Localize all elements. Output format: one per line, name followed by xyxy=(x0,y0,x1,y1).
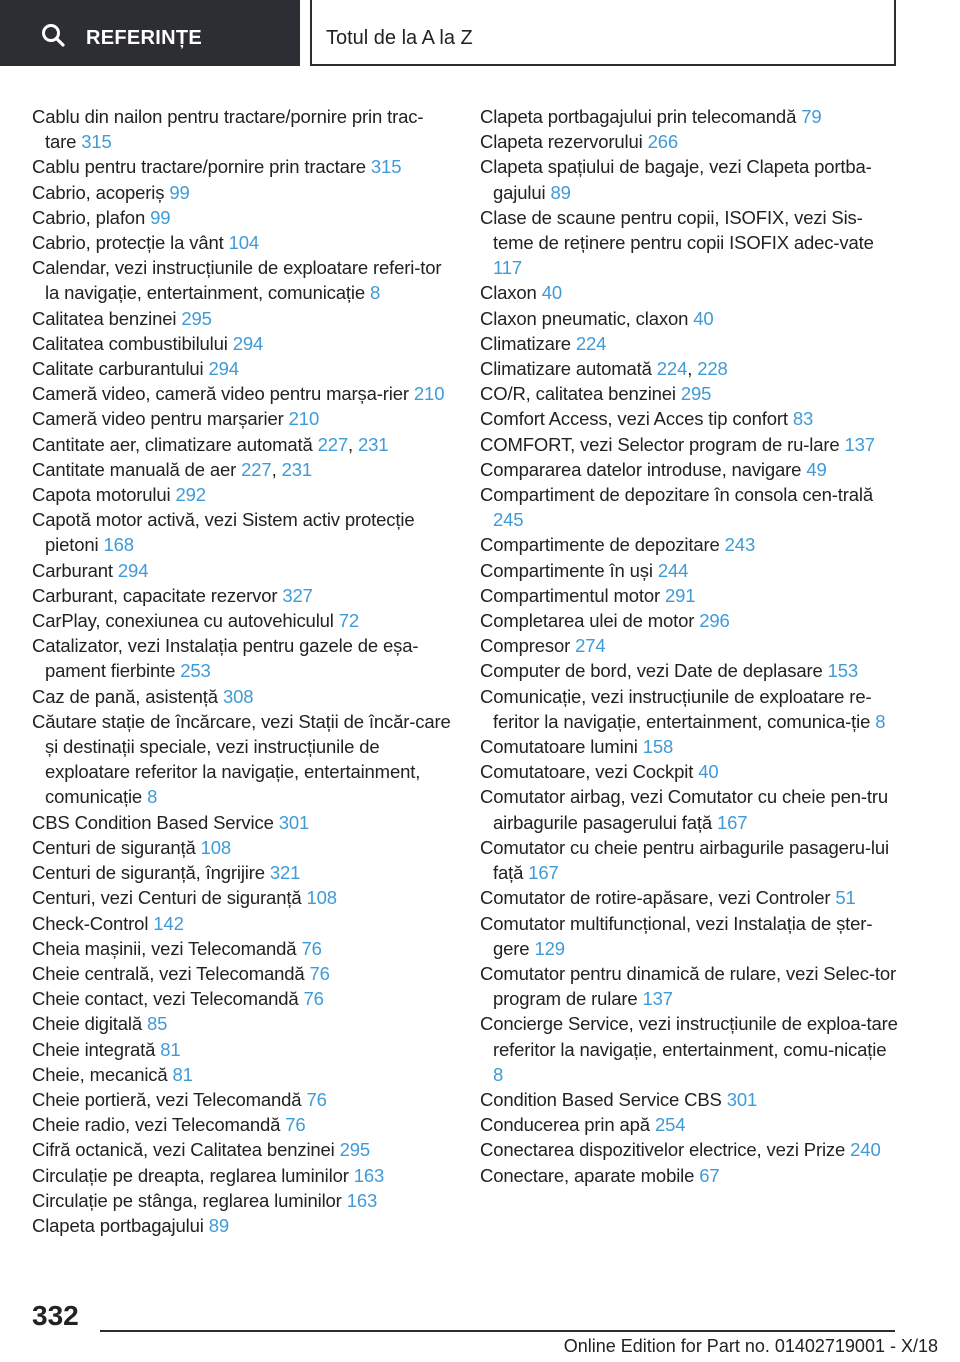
index-entry-term: Cantitate manuală de aer xyxy=(32,458,237,480)
page-reference-link[interactable]: 295 xyxy=(181,307,212,329)
index-entry-term: Cifră octanică, vezi Calitatea benzinei xyxy=(32,1139,335,1161)
index-entry-term: CarPlay, conexiunea cu autovehiculul xyxy=(32,610,334,632)
page-reference-link[interactable]: 210 xyxy=(288,408,320,430)
page-reference-link[interactable]: 49 xyxy=(806,458,827,480)
page-reference-link[interactable]: 253 xyxy=(180,660,211,682)
index-entry-term: CO/R, calitatea benzinei xyxy=(480,383,676,405)
page-reference-link[interactable]: 315 xyxy=(81,131,112,153)
index-entry-term: Caz de pană, asistență xyxy=(32,685,218,707)
index-entry-term: Calendar, vezi instrucțiunile de exploatare referi-tor la navigație, entertainment, comunicație xyxy=(32,257,442,304)
index-entry xyxy=(480,911,900,961)
index-entry xyxy=(480,583,900,608)
index-entry-term: Compararea datelor introduse, navigare xyxy=(480,458,802,480)
index-entry xyxy=(32,911,452,936)
tab-references[interactable] xyxy=(0,0,300,66)
index-entry-term: Circulație pe dreapta, reglarea luminilor xyxy=(32,1164,349,1186)
page-reference-link[interactable]: 40 xyxy=(541,282,562,304)
page-reference-link[interactable]: 76 xyxy=(309,962,330,984)
page-reference-link[interactable]: 72 xyxy=(338,610,360,632)
page-reference-link[interactable]: 142 xyxy=(153,912,184,934)
page-reference-link[interactable]: 81 xyxy=(160,1038,181,1060)
index-entry xyxy=(32,1011,452,1036)
search-icon xyxy=(40,22,66,48)
index-entry-term: Centuri de siguranță, îngrijire xyxy=(32,862,265,884)
index-entry xyxy=(32,885,452,910)
index-entry xyxy=(480,658,900,683)
index-entry xyxy=(32,1188,452,1213)
index-entry-term: Computer de bord, vezi Date de deplasare xyxy=(480,660,823,682)
index-entry-term: Cabrio, acoperiș xyxy=(32,181,165,203)
index-entry-term: Cabrio, protecție la vânt xyxy=(32,232,224,254)
page-reference-link[interactable]: 163 xyxy=(346,1189,378,1211)
index-entry: Cantitate manuală de aer 227, 231 xyxy=(32,458,312,480)
index-entry xyxy=(32,583,452,608)
page-reference-link[interactable]: 231 xyxy=(358,433,389,455)
page-reference-link[interactable]: 104 xyxy=(228,232,260,254)
index-entry-term: Climatizare automată xyxy=(480,358,652,380)
page-reference-link[interactable]: 243 xyxy=(724,534,756,556)
page-reference-link[interactable]: 76 xyxy=(301,937,322,959)
page-reference-link[interactable]: 245 xyxy=(493,509,524,531)
index-entry xyxy=(480,759,900,784)
page-reference-link[interactable]: 228 xyxy=(697,358,728,380)
tab-a-to-z[interactable] xyxy=(310,0,896,66)
index-entry xyxy=(32,230,452,255)
index-entry xyxy=(32,961,452,986)
index-entry xyxy=(480,482,900,532)
page-reference-link[interactable]: 81 xyxy=(172,1063,193,1085)
index-entry-term: Comfort Access, vezi Acces tip confort xyxy=(480,408,788,430)
index-entry xyxy=(480,205,900,281)
index-entry xyxy=(480,306,900,331)
index-entry-term: Cabrio, plafon xyxy=(32,206,146,228)
index-column-right xyxy=(480,104,900,1188)
page-reference-link[interactable]: 79 xyxy=(801,106,822,127)
index-entry-term: Cameră video, cameră video pentru marșa-rier xyxy=(32,383,409,405)
index-entry-term: Concierge Service, vezi instrucțiunile de exploa-tare referitor la navigație, entertainment, comu-nicație xyxy=(480,1013,898,1060)
index-entry-term: Căutare stație de încărcare, vezi Stații de încăr-care și destinații speciale, vezi instrucțiunile de exploatare referitor la navigație, entertainment, comunicație xyxy=(32,710,451,808)
index-entry-term: Claxon pneumatic, claxon xyxy=(480,307,689,329)
page-reference-link[interactable]: 294 xyxy=(208,358,239,380)
index-entry-term: Centuri, vezi Centuri de siguranță xyxy=(32,887,302,909)
index-entry-term: Carburant, capacitate rezervor xyxy=(32,584,278,606)
index-entry xyxy=(480,1137,900,1162)
index-entry xyxy=(32,507,452,557)
index-entry xyxy=(32,709,452,810)
page-reference-link[interactable]: 301 xyxy=(726,1088,758,1110)
index-entry: Climatizare automată 224, 228 xyxy=(480,358,728,380)
page-reference-link[interactable]: 137 xyxy=(844,433,875,455)
index-entry xyxy=(480,129,900,154)
index-entry-term: Conectare, aparate mobile xyxy=(480,1164,695,1186)
index-entry xyxy=(480,1087,900,1112)
index-entry xyxy=(480,432,900,457)
index-entry-term: Centuri de siguranță xyxy=(32,836,196,858)
page-reference-link[interactable]: 224 xyxy=(575,332,607,354)
index-entry-term: Comutatoare lumini xyxy=(480,736,638,758)
index-entry-term: Cablu pentru tractare/pornire prin tractare xyxy=(32,156,366,178)
index-entry-term: Clase de scaune pentru copii, ISOFIX, vezi Sis-teme de reținere pentru copii ISOFIX adec-vate xyxy=(480,206,874,254)
index-entry xyxy=(32,835,452,860)
page-reference-link[interactable]: 296 xyxy=(699,610,730,632)
index-entry-term: Catalizator, vezi Instalația pentru gazele de eșa-pament fierbinte xyxy=(32,635,419,682)
index-entry xyxy=(32,406,452,431)
page-reference-link[interactable]: 85 xyxy=(147,1013,168,1035)
page-reference-link[interactable]: 67 xyxy=(699,1164,720,1186)
index-entry-term: Cablu din nailon pentru tractare/pornire prin trac-tare xyxy=(32,106,424,153)
page-reference-link[interactable]: 227 xyxy=(241,458,272,480)
page-reference-link[interactable]: 231 xyxy=(281,458,312,480)
index-entry-term: Cheie contact, vezi Telecomandă xyxy=(32,988,299,1010)
page-reference-link[interactable]: 327 xyxy=(282,584,313,606)
index-entry xyxy=(480,885,900,910)
page-reference-link[interactable]: 227 xyxy=(317,433,349,455)
page-reference-link[interactable]: 163 xyxy=(353,1164,385,1186)
page-reference-link[interactable]: 308 xyxy=(222,685,254,707)
edition-footer: Online Edition for Part no. 01402719001 - X/18 xyxy=(563,1336,938,1356)
index-entry-term: Circulație pe stânga, reglarea luminilor xyxy=(32,1189,342,1211)
page-reference-link[interactable]: 158 xyxy=(642,736,674,758)
index-entry-term: Cantitate aer, climatizare automată xyxy=(32,433,313,455)
page-reference-link[interactable]: 83 xyxy=(792,408,814,430)
index-entry-term: Cheie radio, vezi Telecomandă xyxy=(32,1114,281,1136)
index-entry-term: Comutator pentru dinamică de rulare, vezi Selec-tor program de rulare xyxy=(480,962,896,1010)
index-entry xyxy=(480,280,900,305)
page-reference-link[interactable]: 240 xyxy=(850,1139,881,1161)
index-entry-term: Cheie integrată xyxy=(32,1038,156,1060)
index-entry-term: Calitate carburantului xyxy=(32,358,204,380)
index-entry-term: Completarea ulei de motor xyxy=(480,610,695,632)
footer-divider xyxy=(100,1330,895,1332)
index-entry-term: Calitatea combustibilului xyxy=(32,332,228,354)
index-entry-term: Cheie portieră, vezi Telecomandă xyxy=(32,1088,302,1110)
index-entry xyxy=(32,482,452,507)
page-reference-link[interactable]: 266 xyxy=(647,131,678,153)
index-entry-term: Climatizare xyxy=(480,332,571,354)
index-entry xyxy=(32,986,452,1011)
page-reference-link[interactable]: 294 xyxy=(232,332,264,354)
page-reference-link[interactable]: 167 xyxy=(716,811,748,833)
index-entry-term: Conducerea prin apă xyxy=(480,1114,650,1136)
index-entry xyxy=(32,810,452,835)
index-entry-term: CBS Condition Based Service xyxy=(32,811,274,833)
index-entry-term: Calitatea benzinei xyxy=(32,307,177,329)
page-reference-link[interactable]: 244 xyxy=(657,559,689,581)
index-entry-term: Condition Based Service CBS xyxy=(480,1088,722,1110)
page-reference-link[interactable]: 40 xyxy=(698,761,719,783)
page-reference-link[interactable]: 137 xyxy=(642,988,673,1010)
index-entry-term: Cheie, mecanică xyxy=(32,1063,168,1085)
index-entry xyxy=(32,1163,452,1188)
index-entry-term: Cheie digitală xyxy=(32,1013,143,1035)
index-entry: Cantitate aer, climatizare automată 227, 231 xyxy=(32,433,389,455)
index-entry xyxy=(32,356,452,381)
page-reference-link[interactable]: 153 xyxy=(827,660,859,682)
index-entry-term: Capotă motor activă, vezi Sistem activ protecție pietoni xyxy=(32,509,415,556)
index-entry-term: Compresor xyxy=(480,635,571,657)
page-reference-link[interactable]: 295 xyxy=(339,1139,371,1161)
index-entry xyxy=(32,154,452,179)
page-reference-link[interactable]: 129 xyxy=(534,937,565,959)
page-reference-link[interactable]: 76 xyxy=(303,988,324,1010)
index-entry xyxy=(32,1213,452,1238)
page-reference-link[interactable]: 294 xyxy=(117,559,149,581)
page-reference-link[interactable]: 51 xyxy=(835,887,856,909)
page-reference-link[interactable]: 292 xyxy=(175,484,206,506)
index-entry xyxy=(480,734,900,759)
index-entry-term: Cameră video pentru marșarier xyxy=(32,408,284,430)
page-reference-link[interactable]: 89 xyxy=(550,181,571,203)
index-entry xyxy=(32,558,452,583)
index-entry-term: Carburant xyxy=(32,559,113,581)
index-entry-term: Clapeta rezervorului xyxy=(480,131,643,153)
page-number: 332 xyxy=(32,1300,79,1331)
index-entry-term: Comutator multifuncțional, vezi Instalația de șter-gere xyxy=(480,912,873,959)
page-reference-link[interactable]: 210 xyxy=(413,383,445,405)
page-reference-link[interactable]: 8 xyxy=(370,282,381,304)
index-entry xyxy=(32,381,452,406)
page-reference-link[interactable]: 301 xyxy=(278,811,310,833)
index-entry xyxy=(480,558,900,583)
page-reference-link[interactable]: 108 xyxy=(306,887,337,909)
page-reference-link[interactable]: 89 xyxy=(208,1214,229,1236)
index-entry xyxy=(32,1112,452,1137)
tab-a-to-z-label: Totul de la A la Z xyxy=(326,27,473,49)
index-entry xyxy=(32,936,452,961)
index-entry xyxy=(480,961,900,1011)
index-entry-term: Comutator cu cheie pentru airbagurile pasageru-lui față xyxy=(480,836,889,884)
index-entry-term: Clapeta portbagajului prin telecomandă xyxy=(480,106,797,127)
page-reference-link[interactable]: 99 xyxy=(169,181,190,203)
index-entry xyxy=(480,684,900,734)
index-entry xyxy=(480,457,900,482)
index-entry-term: Capota motorului xyxy=(32,484,171,506)
page-reference-link[interactable]: 40 xyxy=(693,307,714,329)
index-entry-term: Clapeta spațiului de bagaje, vezi Clapeta portba-gajului xyxy=(480,156,872,203)
index-entry xyxy=(480,331,900,356)
index-entry-term: COMFORT, vezi Selector program de ru-lare xyxy=(480,433,840,455)
page-reference-link[interactable]: 321 xyxy=(269,862,301,884)
index-entry xyxy=(480,406,900,431)
index-entry-term: Compartimentul motor xyxy=(480,584,661,606)
index-entry xyxy=(480,784,900,834)
index-entry-term: Comutator airbag, vezi Comutator cu cheie pen-tru airbagurile pasagerului față xyxy=(480,786,889,833)
index-entry xyxy=(32,205,452,230)
index-entry xyxy=(32,180,452,205)
index-entry-term: Comutator de rotire-apăsare, vezi Controler xyxy=(480,887,831,909)
index-entry xyxy=(32,633,452,683)
top-navigation xyxy=(0,0,960,66)
page-reference-link[interactable]: 99 xyxy=(150,206,171,228)
page-reference-link[interactable]: 291 xyxy=(665,584,696,606)
index-entry xyxy=(480,532,900,557)
page-reference-link[interactable]: 76 xyxy=(285,1114,306,1136)
index-entry-term: Compartimente în uși xyxy=(480,559,653,581)
index-entry xyxy=(32,255,452,305)
index-entry xyxy=(32,1037,452,1062)
index-entry xyxy=(480,154,900,204)
index-entry-term: Compartimente de depozitare xyxy=(480,534,720,556)
page-reference-link[interactable]: 108 xyxy=(200,836,232,858)
index-entry-term: Clapeta portbagajului xyxy=(32,1214,204,1236)
index-entry-term: Cheia mașinii, vezi Telecomandă xyxy=(32,937,297,959)
index-entry xyxy=(480,104,900,129)
page-reference-link[interactable]: 117 xyxy=(493,257,523,279)
page-reference-link[interactable]: 224 xyxy=(656,358,688,380)
index-entry xyxy=(32,306,452,331)
index-entry xyxy=(32,684,452,709)
page-reference-link[interactable]: 254 xyxy=(654,1114,686,1136)
index-entry xyxy=(480,381,900,406)
page-reference-link[interactable]: 295 xyxy=(680,383,712,405)
page-reference-link[interactable]: 274 xyxy=(575,635,606,657)
page-reference-link[interactable]: 168 xyxy=(103,534,134,556)
page-reference-link[interactable]: 8 xyxy=(875,710,886,732)
index-entry-term: Claxon xyxy=(480,282,537,304)
index-entry xyxy=(480,608,900,633)
index-entry xyxy=(32,1087,452,1112)
page-reference-link[interactable]: 167 xyxy=(528,862,559,884)
index-column-left xyxy=(32,104,452,1238)
index-entry xyxy=(480,633,900,658)
index-entry-term: Check-Control xyxy=(32,912,149,934)
page-reference-link[interactable]: 8 xyxy=(147,786,158,808)
index-entry-term: Compartiment de depozitare în consola cen-trală xyxy=(480,484,873,506)
index-entry xyxy=(480,1112,900,1137)
index-entry-term: Cheie centrală, vezi Telecomandă xyxy=(32,962,305,984)
index-entry xyxy=(32,608,452,633)
index-entry xyxy=(480,1163,900,1188)
page-reference-link[interactable]: 76 xyxy=(306,1088,327,1110)
page-reference-link[interactable]: 8 xyxy=(493,1063,504,1085)
index-entry xyxy=(32,860,452,885)
index-entry-term: Conectarea dispozitivelor electrice, vezi Prize xyxy=(480,1139,846,1161)
tab-references-label: REFERINȚE xyxy=(86,27,203,49)
index-entry xyxy=(32,1137,452,1162)
page-reference-link[interactable]: 315 xyxy=(370,156,402,178)
index-entry xyxy=(32,331,452,356)
index-entry xyxy=(480,1011,900,1087)
index-entry-term: Comutatoare, vezi Cockpit xyxy=(480,761,694,783)
index-entry-term: Comunicație, vezi instrucțiunile de exploatare re-feritor la navigație, entertainment, comunica-ție xyxy=(480,685,872,732)
index-entry xyxy=(480,835,900,885)
index-entry xyxy=(32,1062,452,1087)
index-entry xyxy=(32,104,452,154)
